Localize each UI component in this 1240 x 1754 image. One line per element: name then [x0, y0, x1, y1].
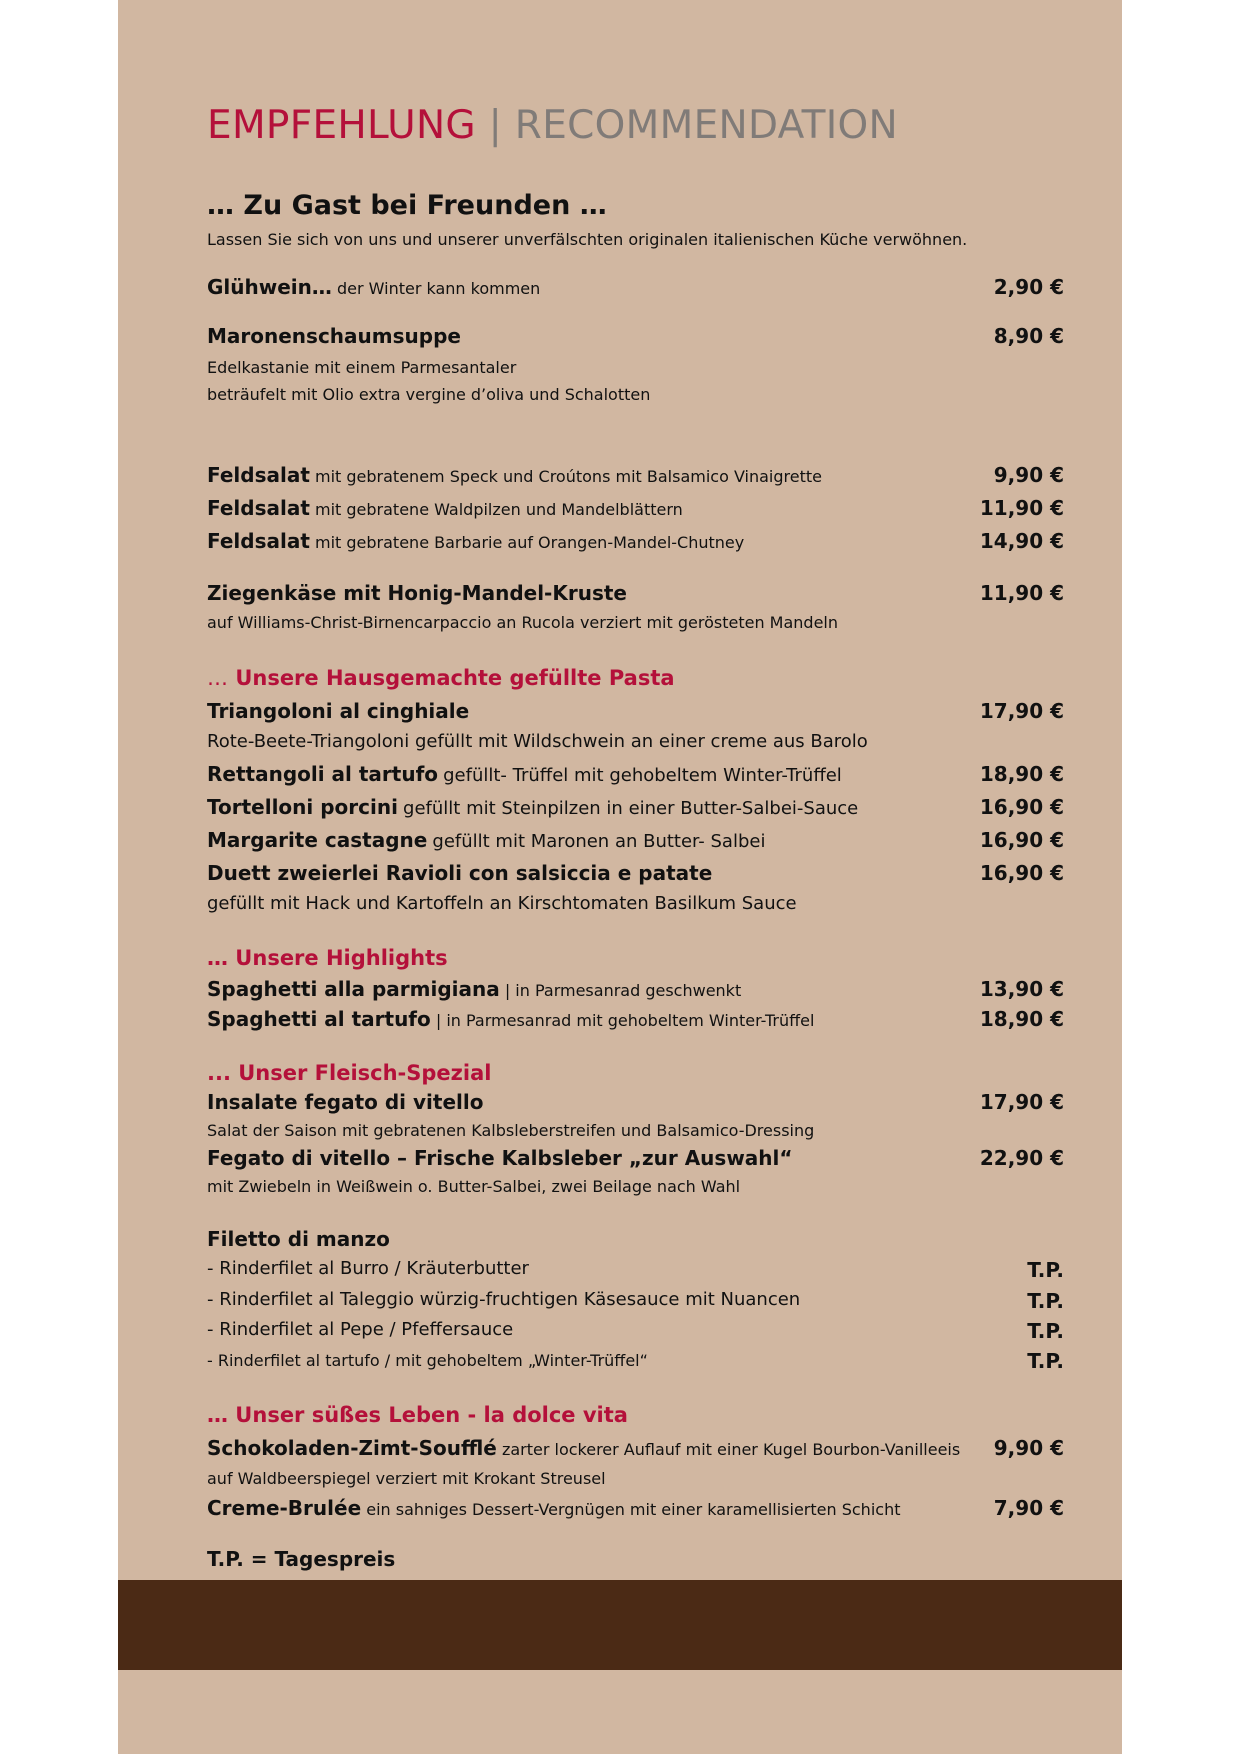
menu-item-feldsalat-1: [207, 463, 822, 487]
item-desc: Rote-Beete-Triangoloni gefüllt mit Wildschwein an einer creme aus Barolo: [207, 731, 868, 752]
section-heading-fleisch: ... Unser Fleisch-Spezial: [207, 1061, 492, 1085]
item-name: Tortelloni porcini: [207, 795, 398, 819]
item-name: Insalate fegato di vitello: [207, 1090, 484, 1114]
item-name: Feldsalat: [207, 463, 310, 487]
item-name: Maronenschaumsuppe: [207, 324, 461, 348]
filetto-price: T.P.: [1027, 1289, 1064, 1313]
item-desc: Salat der Saison mit gebratenen Kalbsleberstreifen und Balsamico-Dressing: [207, 1121, 815, 1140]
item-name: Duett zweierlei Ravioli con salsiccia e patate: [207, 861, 713, 885]
item-price: 9,90 €: [993, 1436, 1064, 1460]
item-price: 16,90 €: [979, 828, 1064, 852]
filetto-price: T.P.: [1027, 1258, 1064, 1282]
subtitle: … Zu Gast bei Freunden …: [207, 190, 607, 221]
item-desc: gefüllt mit Steinpilzen in einer Butter-Salbei-Sauce: [403, 798, 859, 819]
item-name: Feldsalat: [207, 529, 310, 553]
item-desc: auf Williams-Christ-Birnencarpaccio an Rucola verziert mit gerösteten Mandeln: [207, 613, 839, 632]
item-price: 16,90 €: [979, 861, 1064, 885]
item-name: Margarite castagne: [207, 828, 428, 852]
menu-item-spaghetti-tartufo: [207, 1007, 814, 1031]
heading-text: Unsere Hausgemachte gefüllte Pasta: [235, 666, 675, 690]
title-english: RECOMMENDATION: [514, 103, 898, 148]
item-name: Feldsalat: [207, 496, 310, 520]
item-desc: gefüllt mit Hack und Kartoffeln an Kirschtomaten Basilkum Sauce: [207, 893, 797, 914]
page-title: [207, 103, 898, 148]
footer-band: [118, 1580, 1122, 1670]
filetto-row: - Rinderfilet al Burro / Kräuterbutter: [207, 1258, 529, 1279]
menu-item-souffle: [207, 1436, 960, 1460]
item-desc: gefüllt mit Maronen an Butter- Salbei: [432, 831, 766, 852]
item-desc: | in Parmesanrad geschwenkt: [504, 981, 742, 1000]
item-name: Glühwein…: [207, 275, 332, 299]
item-price: 18,90 €: [979, 762, 1064, 786]
item-name: Triangoloni al cinghiale: [207, 699, 470, 723]
section-heading-filetto: Filetto di manzo: [207, 1227, 390, 1251]
filetto-row: - Rinderfilet al Pepe / Pfeffersauce: [207, 1319, 514, 1340]
item-desc: Edelkastanie mit einem Parmesantaler: [207, 358, 517, 377]
item-name: Fegato di vitello – Frische Kalbsleber „zur Auswahl“: [207, 1146, 793, 1170]
menu-item-gluehwein: [207, 275, 540, 299]
item-price: 18,90 €: [979, 1007, 1064, 1031]
item-name: Spaghetti alla parmigiana: [207, 977, 500, 1001]
title-separator: |: [488, 103, 503, 148]
item-price: 7,90 €: [993, 1496, 1064, 1520]
item-name: Creme-Brulée: [207, 1496, 362, 1520]
section-heading-dolce: … Unser süßes Leben - la dolce vita: [207, 1403, 628, 1427]
item-desc: mit gebratene Waldpilzen und Mandelblättern: [315, 500, 683, 519]
item-price: 8,90 €: [993, 324, 1064, 348]
filetto-row: - Rinderfilet al Taleggio würzig-fruchtigen Käsesauce mit Nuancen: [207, 1289, 801, 1310]
item-price: 2,90 €: [993, 275, 1064, 299]
item-name: Ziegenkäse mit Honig-Mandel-Kruste: [207, 581, 627, 605]
section-heading-highlights: … Unsere Highlights: [207, 946, 448, 970]
item-price: 22,90 €: [979, 1146, 1064, 1170]
item-desc: gefüllt- Trüffel mit gehobeltem Winter-Trüffel: [443, 765, 842, 786]
item-price: 11,90 €: [979, 581, 1064, 605]
item-desc: der Winter kann kommen: [336, 279, 541, 298]
item-desc: | in Parmesanrad mit gehobeltem Winter-Trüffel: [435, 1011, 815, 1030]
menu-page: [118, 0, 1122, 1754]
footnote: T.P. = Tagespreis: [207, 1547, 396, 1571]
item-price: 14,90 €: [979, 529, 1064, 553]
item-name: Schokoladen-Zimt-Soufflé: [207, 1436, 497, 1460]
title-german: EMPFEHLUNG: [207, 103, 476, 148]
item-desc: ein sahniges Dessert-Vergnügen mit einer karamellisierten Schicht: [366, 1500, 901, 1519]
item-desc: zarter lockerer Auflauf mit einer Kugel Bourbon-Vanilleeis: [501, 1440, 961, 1459]
item-price: 16,90 €: [979, 795, 1064, 819]
menu-item-tortelloni: [207, 795, 858, 819]
item-name: Spaghetti al tartufo: [207, 1007, 431, 1031]
item-price: 17,90 €: [979, 1090, 1064, 1114]
item-desc: mit gebratenem Speck und Croútons mit Balsamico Vinaigrette: [315, 467, 822, 486]
item-price: 17,90 €: [979, 699, 1064, 723]
filetto-row: - Rinderfilet al tartufo / mit gehobeltem „Winter-Trüffel“: [207, 1351, 648, 1370]
filetto-price: T.P.: [1027, 1319, 1064, 1343]
heading-dots: …: [207, 666, 228, 690]
item-name: Rettangoli al tartufo: [207, 762, 439, 786]
item-price: 13,90 €: [979, 977, 1064, 1001]
item-desc: auf Waldbeerspiegel verziert mit Krokant Streusel: [207, 1469, 606, 1488]
item-price: 9,90 €: [993, 463, 1064, 487]
menu-item-feldsalat-3: [207, 529, 744, 553]
menu-item-rettangoli: [207, 762, 842, 786]
intro-text: Lassen Sie sich von uns und unserer unverfälschten originalen italienischen Küche verwöhnen.: [207, 230, 968, 249]
item-desc: mit Zwiebeln in Weißwein o. Butter-Salbei, zwei Beilage nach Wahl: [207, 1177, 741, 1196]
menu-item-margarite: [207, 828, 765, 852]
menu-item-parmigiana: [207, 977, 741, 1001]
menu-item-feldsalat-2: [207, 496, 683, 520]
item-price: 11,90 €: [979, 496, 1064, 520]
section-heading-pasta: [207, 666, 675, 690]
item-desc: beträufelt mit Olio extra vergine d’oliva und Schalotten: [207, 385, 651, 404]
filetto-price: T.P.: [1027, 1349, 1064, 1373]
menu-item-creme-brulee: [207, 1496, 900, 1520]
item-desc: mit gebratene Barbarie auf Orangen-Mandel-Chutney: [315, 533, 745, 552]
